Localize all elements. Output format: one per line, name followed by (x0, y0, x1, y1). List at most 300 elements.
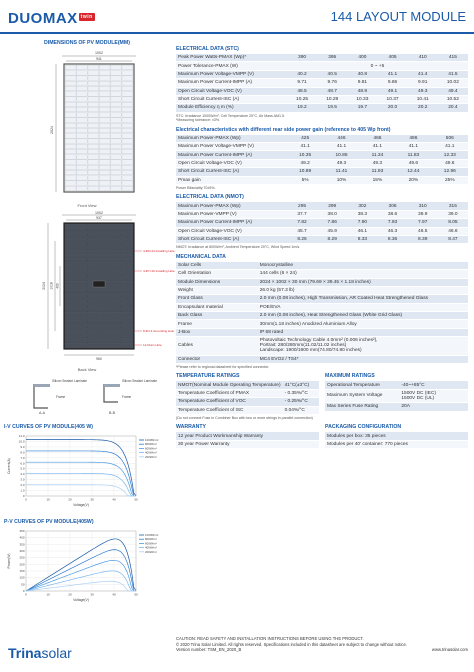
stc-table (176, 54, 468, 113)
temperature-row-label: Temperature Coefficient of PMAX (176, 389, 283, 397)
stc-value: 49.3 (408, 87, 438, 95)
nmot-row-label: Open Circuit Voltage-VOC (V) (176, 227, 287, 235)
solar-cell (122, 240, 133, 245)
solar-cell (88, 276, 99, 281)
mechanical-title: MECHANICAL DATA (176, 253, 226, 260)
solar-cell (65, 186, 76, 191)
solar-cell (122, 276, 133, 281)
solar-cell (99, 338, 110, 343)
warranty-title: WARRANTY (176, 424, 206, 431)
solar-cell (65, 224, 76, 229)
copyright-text: © 2020 Trina Solar Limited. All rights reserved. Specifications included in this datasheet are subject to change without notice. (176, 641, 407, 647)
x-tick-label: 50 (134, 592, 138, 597)
solar-cell (99, 139, 110, 144)
nmot-table (176, 202, 468, 244)
y-tick-label: 8.0 (20, 450, 25, 455)
y-tick-label: 250 (19, 555, 25, 560)
stc-row-label: Power Tolerance-PMAX (W) (176, 62, 287, 70)
bifacial-value: 49.3 (360, 159, 396, 167)
solar-cell (111, 250, 122, 255)
bifacial-value: 11.83 (395, 151, 431, 159)
stc-section (176, 46, 468, 123)
nmot-value: 46.3 (377, 227, 407, 235)
mechanical-value: 2.0 mm (0.08 inches), High Transmission, AR Coated Heat Strengthened Glass (258, 295, 468, 303)
bifacial-value: 49.6 (395, 159, 431, 167)
solar-cell (65, 307, 76, 312)
packaging-table (325, 432, 468, 449)
nmot-value: 7.90 (347, 219, 377, 227)
solar-cell (99, 71, 110, 76)
front-view-drawing (4, 50, 170, 200)
stc-row (176, 95, 468, 103)
max-ratings-table (325, 381, 468, 411)
nmot-value: 38.0 (317, 210, 347, 218)
bifacial-row (176, 135, 468, 143)
temperature-ratings (176, 373, 319, 415)
stc-value: 0 ~ +5 (287, 62, 468, 70)
brand-name: DUOMAX (8, 10, 78, 27)
y-tick-label: 300 (19, 549, 25, 553)
label-frame-a: Frame (56, 395, 66, 399)
nmot-value: 295 (287, 202, 317, 210)
stc-row-label: Maximum Power Voltage-VMPP (V) (176, 70, 287, 78)
back-width-bottom-label: 960 (96, 357, 102, 361)
temperature-row (176, 406, 319, 414)
y-tick-label: 4.0 (20, 472, 25, 477)
solar-cell (99, 149, 110, 154)
nmot-value: 45.7 (287, 227, 317, 235)
y-tick-label: 10.0 (18, 439, 25, 444)
solar-cell (77, 224, 88, 229)
solar-cell (65, 250, 76, 255)
stc-value: 40.2 (287, 70, 317, 78)
plot-area (26, 436, 136, 496)
temperature-row-label: Temperature Coefficient of ISC (176, 406, 283, 414)
solar-cell (99, 322, 110, 327)
solar-cell (99, 276, 110, 281)
y-tick-label: 350 (19, 542, 25, 547)
stc-value: 20.0 (377, 104, 407, 112)
solar-cell (88, 86, 99, 91)
nmot-value: 315 (438, 202, 468, 210)
mechanical-value: POE/EVA (258, 303, 468, 311)
solar-cell (111, 302, 122, 307)
mechanical-section (176, 254, 468, 370)
solar-cell (65, 286, 76, 291)
nmot-value: 38.9 (408, 210, 438, 218)
mechanical-row-label: Cables (176, 337, 258, 355)
stc-value: 9.86 (377, 79, 407, 87)
stc-value: 48.5 (287, 87, 317, 95)
nmot-value: 299 (317, 202, 347, 210)
mechanical-row (176, 295, 468, 303)
solar-cell (65, 312, 76, 317)
solar-cell (122, 291, 133, 296)
solar-cell (77, 338, 88, 343)
solar-cell (88, 92, 99, 97)
x-tick-label: 30 (90, 592, 94, 597)
solar-cell (88, 297, 99, 302)
solar-cell (77, 255, 88, 260)
solar-cell (111, 229, 122, 234)
max-rating-row (325, 389, 468, 402)
packaging-row (325, 440, 468, 448)
stc-value: 9.91 (408, 79, 438, 87)
nmot-value: 8.29 (317, 235, 347, 243)
legend-label: 600W/m² (145, 446, 157, 451)
solar-cell (77, 155, 88, 160)
mechanical-table (176, 262, 468, 364)
bifacial-row (176, 159, 468, 167)
stc-row-label: Module Efficiency η m (%) (176, 104, 287, 112)
solar-cell (77, 266, 88, 271)
x-tick-label: 20 (68, 497, 72, 502)
bifacial-value: 12.33 (432, 151, 468, 159)
solar-cell (99, 134, 110, 139)
solar-cell (111, 149, 122, 154)
bifacial-value: 10.35 (287, 151, 323, 159)
front-height-label: 2024 (50, 126, 54, 134)
nmot-row (176, 227, 468, 235)
warranty-row-label: 30 year Power Warranty (176, 440, 319, 448)
y-tick-label: 0 (22, 494, 25, 498)
solar-cell (99, 333, 110, 338)
solar-cell (88, 176, 99, 181)
y-tick-label: 3.0 (20, 477, 25, 482)
mechanical-row-label: Weight (176, 286, 258, 294)
solar-cell (65, 235, 76, 240)
stc-value: 10.29 (317, 95, 347, 103)
bifacial-value: 12.96 (432, 168, 468, 176)
mechanical-row (176, 262, 468, 270)
solar-cell (122, 134, 133, 139)
legend-label: 400W/m² (145, 545, 157, 550)
bifacial-value: 15% (360, 176, 396, 184)
solar-cell (111, 113, 122, 118)
solar-cell (88, 312, 99, 317)
solar-cell (122, 176, 133, 181)
solar-cell (99, 250, 110, 255)
solar-cell (88, 144, 99, 149)
solar-cell (111, 176, 122, 181)
x-axis-label: Voltage(V) (73, 503, 89, 507)
back-height-c-label: 400 (55, 283, 60, 289)
solar-cell (65, 271, 76, 276)
solar-cell (88, 240, 99, 245)
solar-cell (99, 312, 110, 317)
solar-cell (122, 123, 133, 128)
solar-cell (88, 302, 99, 307)
mechanical-value: 26.0 kg (57.3 lb) (258, 286, 468, 294)
stc-row-label: Maximum Power Current-IMPP (A) (176, 79, 287, 87)
trinasolar-logo (8, 645, 72, 661)
solar-cell (88, 235, 99, 240)
solar-cell (77, 97, 88, 102)
y-tick-label: 0 (22, 589, 25, 593)
stc-value: 40.8 (347, 70, 377, 78)
nmot-value: 302 (347, 202, 377, 210)
nmot-value: 8.05 (438, 219, 468, 227)
label-section-aa: A-A (39, 411, 45, 415)
solar-cell (99, 107, 110, 112)
solar-cell (111, 255, 122, 260)
section-aa-laminate (34, 384, 50, 387)
nmot-row-label: Maximum Power-VMPP (V) (176, 210, 287, 218)
module-title: 144 LAYOUT MODULE (330, 9, 466, 24)
y-tick-label: 1.0 (20, 488, 25, 493)
iv-curve-chart (4, 430, 170, 512)
solar-cell (77, 170, 88, 175)
solar-cell (99, 307, 110, 312)
y-axis-label: Current(A) (7, 458, 11, 474)
max-rating-row-label: Maximum System Voltage (325, 389, 399, 402)
solar-cell (77, 113, 88, 118)
bifacial-value: 49.6 (432, 159, 468, 167)
stc-value: 390 (287, 54, 317, 62)
solar-cell (77, 245, 88, 250)
solar-cell (99, 260, 110, 265)
warranty-table (176, 432, 319, 449)
solar-cell (77, 307, 88, 312)
x-tick-label: 20 (68, 592, 72, 597)
temperature-value: 0.04%/°C (283, 406, 319, 414)
annotation-drain-hole: 12-Drain Hole (143, 343, 162, 347)
solar-cell (99, 176, 110, 181)
solar-cell (88, 307, 99, 312)
solar-cell (77, 65, 88, 70)
solar-cell (65, 71, 76, 76)
solar-cell (99, 255, 110, 260)
warranty-row (176, 432, 319, 440)
legend-label: 200W/m² (145, 549, 157, 554)
solar-cell (88, 128, 99, 133)
x-tick-label: 0 (25, 497, 27, 502)
website-link[interactable]: www.trinasolar.com (431, 647, 468, 653)
stc-row-label: Open Circuit Voltage-VOC (V) (176, 87, 287, 95)
y-tick-label: 400 (19, 535, 25, 540)
bifacial-value: 11.93 (360, 168, 396, 176)
solar-cell (122, 155, 133, 160)
solar-cell (77, 317, 88, 322)
solar-cell (77, 286, 88, 291)
bifacial-value: 5% (287, 176, 323, 184)
stc-value: 40.5 (317, 70, 347, 78)
solar-cell (77, 123, 88, 128)
solar-cell (99, 123, 110, 128)
mechanical-value: 30mm(1.18 inches) Anodized Aluminium Alloy (258, 320, 468, 328)
stc-value: 48.7 (317, 87, 347, 95)
solar-cell (111, 86, 122, 91)
y-tick-label: 200 (19, 562, 25, 567)
solar-cell (77, 86, 88, 91)
back-width-inner-label: 937 (96, 216, 102, 220)
nmot-row (176, 235, 468, 243)
solar-cell (99, 97, 110, 102)
mechanical-row (176, 303, 468, 311)
solar-cell (65, 297, 76, 302)
solar-cell (88, 291, 99, 296)
solar-cell (99, 186, 110, 191)
pv-curve-chart (4, 525, 170, 607)
solar-cell (65, 291, 76, 296)
bifacial-value: 10.85 (323, 151, 359, 159)
temperature-table (176, 381, 319, 415)
temperature-row-label: Temperature Coefficient of VOC (176, 398, 283, 406)
solar-cell (77, 343, 88, 348)
max-rating-row (325, 403, 468, 411)
bifacial-value: 11.34 (360, 151, 396, 159)
solar-cell (88, 113, 99, 118)
y-tick-label: 50 (21, 582, 25, 587)
back-height-b-label: 1018 (49, 282, 54, 290)
solar-cell (122, 71, 133, 76)
solar-cell (99, 245, 110, 250)
stc-value: 405 (377, 54, 407, 62)
bifacial-row-label: Pmax gain (176, 176, 287, 184)
solar-cell (88, 160, 99, 165)
solar-cell (77, 328, 88, 333)
solar-cell (77, 281, 88, 286)
solar-cell (122, 302, 133, 307)
legend-label: 1000W/m² (145, 438, 159, 442)
stc-value: 9.81 (347, 79, 377, 87)
pv-curve-title: P-V CURVES OF PV MODULE(405W) (4, 519, 94, 525)
right-column (176, 46, 468, 453)
solar-cell (122, 97, 133, 102)
solar-cell (65, 128, 76, 133)
solar-cell (111, 343, 122, 348)
solar-cell (88, 71, 99, 76)
solar-cell (88, 65, 99, 70)
y-tick-label: 9.0 (20, 444, 25, 449)
stc-value: 10.02 (438, 79, 468, 87)
solar-cell (122, 307, 133, 312)
solar-cell (122, 266, 133, 271)
solar-cell (122, 281, 133, 286)
nmot-value: 7.82 (287, 219, 317, 227)
solar-cell (122, 224, 133, 229)
solar-cell (111, 317, 122, 322)
mechanical-value: MC4 EVO2 / TS4* (258, 355, 468, 363)
solar-cell (99, 271, 110, 276)
solar-cell (111, 281, 122, 286)
nmot-value: 8.39 (408, 235, 438, 243)
solar-cell (65, 113, 76, 118)
solar-cell (99, 102, 110, 107)
solar-cell (122, 328, 133, 333)
solar-cell (111, 266, 122, 271)
solar-cell (77, 134, 88, 139)
stc-row (176, 70, 468, 78)
nmot-value: 46.6 (438, 227, 468, 235)
back-height-a-label: 2024 (42, 282, 46, 290)
x-tick-label: 10 (46, 497, 50, 502)
solar-cell (77, 333, 88, 338)
mechanical-row-label: Front Glass (176, 295, 258, 303)
bifacial-row-label: Maximum Power Voltage-VMPP (V) (176, 143, 287, 151)
solar-cell (111, 102, 122, 107)
solar-cell (122, 255, 133, 260)
max-ratings-title: MAXIMUM RATINGS (325, 373, 375, 380)
max-rating-value: 1500V DC (IEC) 1500V DC (UL) (399, 389, 468, 402)
solar-cell (99, 92, 110, 97)
solar-cell (122, 322, 133, 327)
bifacial-value: 41.1 (323, 143, 359, 151)
solar-cell (65, 255, 76, 260)
bifacial-row (176, 151, 468, 159)
temperature-row-label: NMOT(Nominal Module Operating Temperature) (178, 382, 281, 388)
mechanical-row (176, 337, 468, 355)
bifacial-row-label: Maximum Power Current-IMPP (A) (176, 151, 287, 159)
solar-cell (111, 338, 122, 343)
solar-cell (99, 144, 110, 149)
solar-cell (99, 229, 110, 234)
solar-cell (122, 144, 133, 149)
stc-value: 395 (317, 54, 347, 62)
y-tick-label: 11.0 (18, 434, 25, 438)
solar-cell (65, 170, 76, 175)
x-tick-label: 30 (90, 497, 94, 502)
nmot-value: 46.1 (347, 227, 377, 235)
bifacial-row-label: Maximum Power-PMAX (Wp) (176, 135, 287, 143)
x-tick-label: 40 (112, 592, 116, 597)
solar-cell (88, 155, 99, 160)
nmot-row-label: Maximum Power-PMAX (Wp) (176, 202, 287, 210)
solar-cell (88, 224, 99, 229)
solar-cell (77, 76, 88, 81)
solar-cell (122, 338, 133, 343)
solar-cell (77, 139, 88, 144)
back-view-drawing (4, 211, 175, 363)
max-rating-value: 20A (399, 403, 468, 411)
solar-cell (111, 71, 122, 76)
bifacial-section (176, 127, 468, 191)
solar-cell (111, 134, 122, 139)
solar-cell (77, 312, 88, 317)
packaging-row-label: Modules per box: 35 pieces (325, 432, 468, 440)
legend-label: 400W/m² (145, 450, 157, 455)
nmot-value: 7.86 (317, 219, 347, 227)
nmot-value: 38.3 (347, 210, 377, 218)
solar-cell (111, 76, 122, 81)
y-tick-label: 150 (19, 569, 25, 573)
solar-cell (65, 176, 76, 181)
mechanical-row (176, 312, 468, 320)
solar-cell (111, 224, 122, 229)
stc-value: 9.76 (317, 79, 347, 87)
solar-cell (88, 271, 99, 276)
caution-text: CAUTION: READ SAFETY AND INSTALLATION INSTRUCTIONS BEFORE USING THE PRODUCT. (176, 636, 364, 641)
bifacial-value: 10.89 (287, 168, 323, 176)
mechanical-row (176, 270, 468, 278)
logo-part-a: Trina (8, 645, 42, 661)
solar-cell (88, 165, 99, 170)
junction-box (93, 281, 105, 287)
solar-cell (122, 92, 133, 97)
solar-cell (65, 328, 76, 333)
solar-cell (88, 181, 99, 186)
bifacial-value: 466 (360, 135, 396, 143)
nmot-value: 310 (408, 202, 438, 210)
mechanical-row (176, 278, 468, 286)
solar-cell (88, 97, 99, 102)
back-width-top-label: 1002 (95, 211, 103, 215)
nmot-value: 8.36 (377, 235, 407, 243)
mechanical-row-label: Frame (176, 320, 258, 328)
solar-cell (122, 333, 133, 338)
solar-cell (77, 149, 88, 154)
solar-cell (77, 186, 88, 191)
